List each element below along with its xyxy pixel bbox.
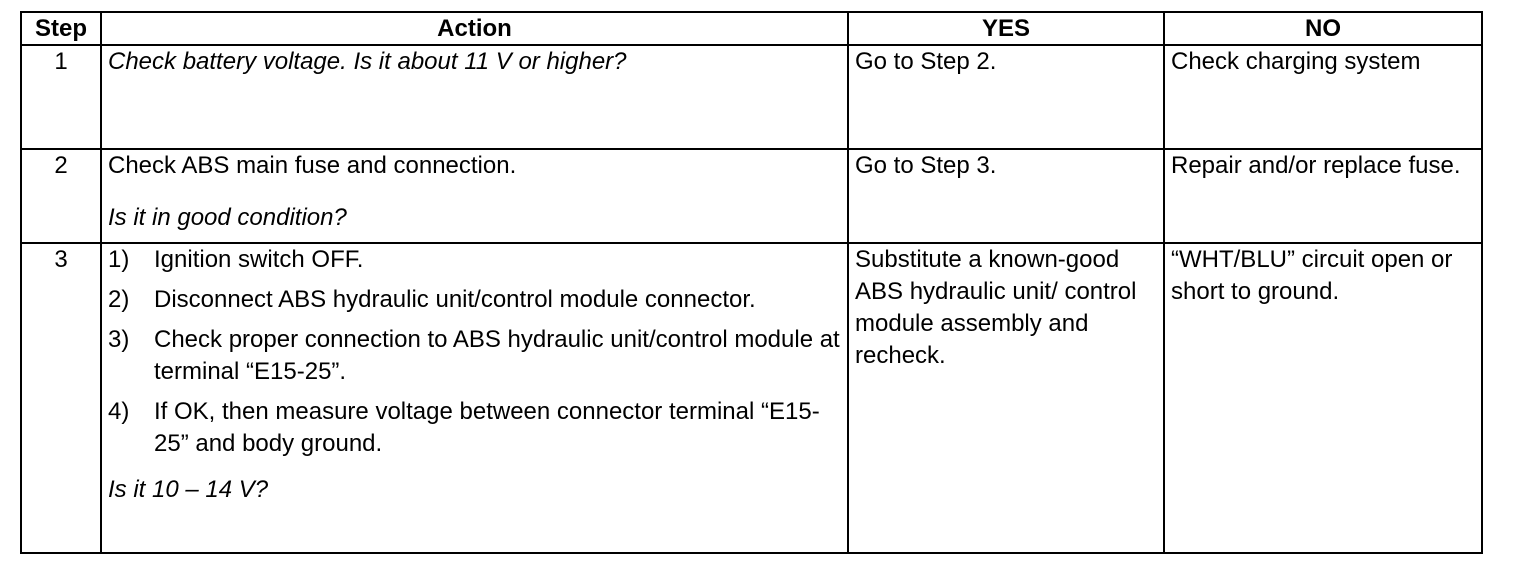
action-cell <box>101 243 848 553</box>
yes-cell: Go to Step 2. <box>848 45 1164 149</box>
no-cell: “WHT/BLU” circuit open or short to ground. <box>1164 243 1482 553</box>
action-question: Check battery voltage. Is it about 11 V or higher? <box>108 48 627 75</box>
substep-text: Check proper connection to ABS hydraulic unit/control module at terminal “E15-25”. <box>154 326 840 385</box>
yes-cell: Substitute a known-good ABS hydraulic unit/ control module assembly and recheck. <box>848 243 1164 553</box>
no-cell: Check charging system <box>1164 45 1482 149</box>
table-row <box>21 243 1482 553</box>
table-row <box>21 45 1482 149</box>
action-text: Check ABS main fuse and connection. <box>108 152 517 179</box>
action-question: Is it 10 – 14 V? <box>108 476 269 503</box>
header-no: NO <box>1164 12 1482 45</box>
substep-list <box>108 244 841 460</box>
yes-cell: Go to Step 3. <box>848 149 1164 243</box>
substep-number: 2) <box>108 286 130 313</box>
substep-item <box>108 396 841 460</box>
action-cell <box>101 45 848 149</box>
table-row <box>21 149 1482 243</box>
step-number: 1 <box>21 45 101 149</box>
substep-text: Ignition switch OFF. <box>154 246 364 273</box>
action-question: Is it in good condition? <box>108 204 347 231</box>
step-number: 2 <box>21 149 101 243</box>
substep-item <box>108 284 841 316</box>
header-action: Action <box>101 12 848 45</box>
step-number: 3 <box>21 243 101 553</box>
substep-number: 3) <box>108 326 130 353</box>
header-row <box>21 12 1482 45</box>
substep-item <box>108 244 841 276</box>
substep-text: If OK, then measure voltage between connector terminal “E15-25” and body ground. <box>154 398 820 457</box>
substep-item <box>108 324 841 388</box>
diagnosis-table <box>20 11 1483 554</box>
substep-number: 1) <box>108 246 130 273</box>
header-step: Step <box>21 12 101 45</box>
action-cell <box>101 149 848 243</box>
header-yes: YES <box>848 12 1164 45</box>
substep-text: Disconnect ABS hydraulic unit/control module connector. <box>154 286 756 313</box>
substep-number: 4) <box>108 398 130 425</box>
no-cell: Repair and/or replace fuse. <box>1164 149 1482 243</box>
